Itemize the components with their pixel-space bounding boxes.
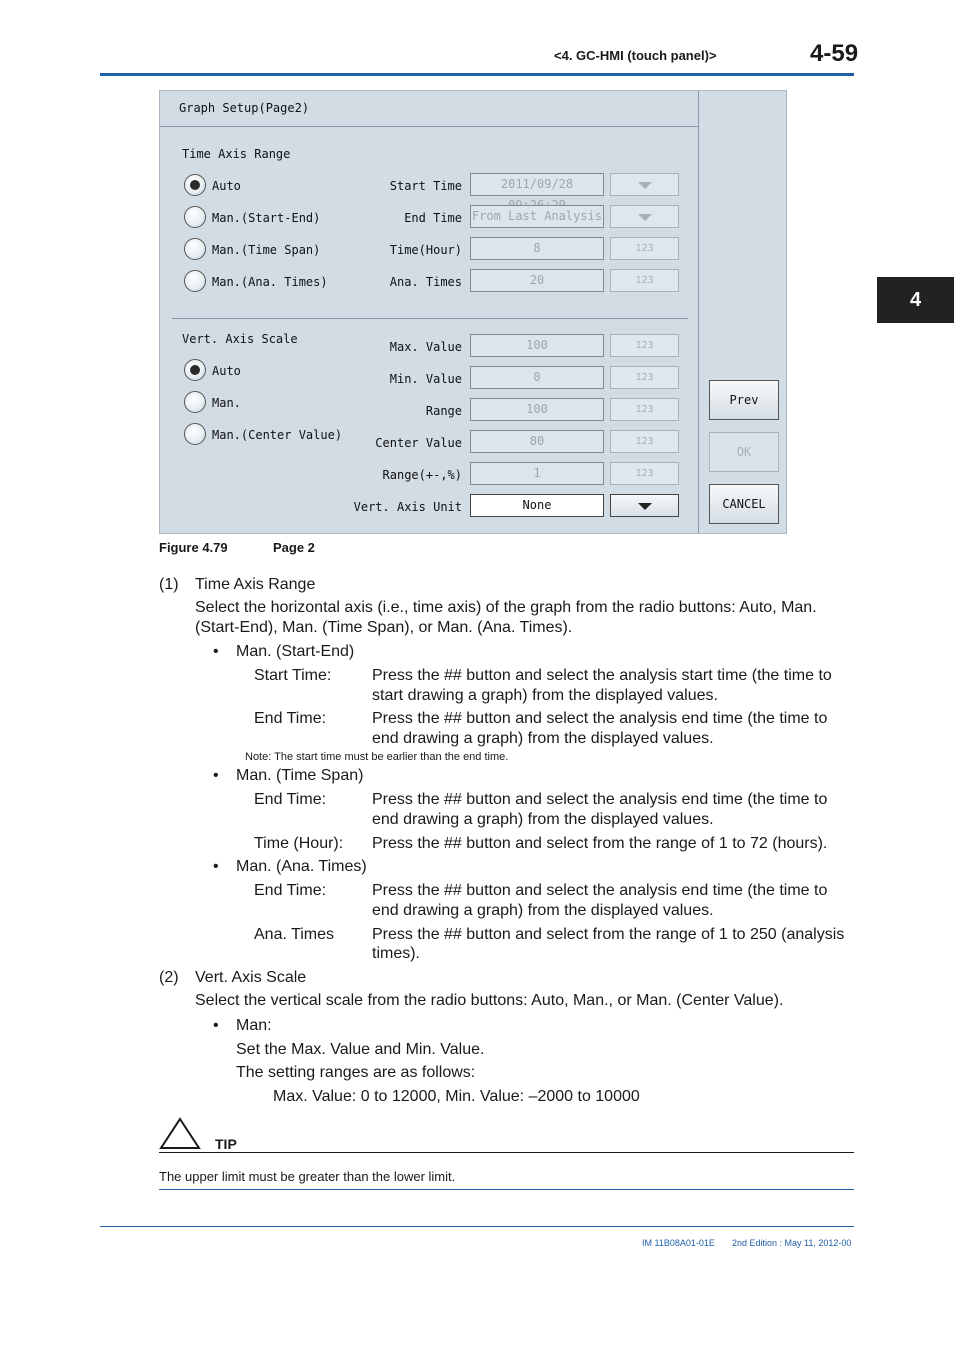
center-value-field[interactable]: 80 — [470, 430, 604, 453]
section2-heading: Vert. Axis Scale — [195, 969, 307, 986]
term-label: End Time: — [254, 710, 327, 727]
range-percent-keypad-button[interactable]: 123 — [610, 462, 679, 485]
man-line3: Max. Value: 0 to 12000, Min. Value: –2000 to 10000 — [273, 1088, 640, 1105]
warning-triangle-icon — [159, 1117, 201, 1151]
radio-vert-auto-label: Auto — [212, 364, 241, 378]
section-header: <4. GC-HMI (touch panel)> — [554, 48, 717, 63]
radio-time-span[interactable] — [184, 238, 206, 260]
page-number: 4-59 — [810, 40, 859, 67]
term-label: Start Time: — [254, 667, 332, 684]
bullet: • — [213, 643, 219, 660]
radio-vert-center-label: Man.(Center Value) — [212, 428, 343, 442]
chevron-down-icon — [638, 503, 652, 510]
ok-button[interactable]: OK — [709, 432, 779, 472]
term-desc: Press the ## button and select the analysis end time (the time to — [372, 882, 828, 899]
footer-doc-id: IM 11B08A01-01E — [642, 1238, 715, 1248]
time-hour-field[interactable]: 8 — [470, 237, 604, 260]
term-desc: Press the ## button and select from the range of 1 to 250 (analysis — [372, 926, 845, 943]
radio-time-auto-label: Auto — [212, 179, 241, 193]
radio-vert-auto[interactable] — [184, 359, 206, 381]
tip-rule-top — [159, 1152, 854, 1153]
footer-rule — [100, 1226, 854, 1227]
min-value-keypad-button[interactable]: 123 — [610, 366, 679, 389]
radio-time-start-end-label: Man.(Start-End) — [212, 211, 321, 225]
term-desc: Press the ## button and select the analysis end time (the time to — [372, 791, 828, 808]
graph-setup-panel — [159, 90, 787, 534]
term-label: End Time: — [254, 791, 327, 808]
radio-time-span-label: Man.(Time Span) — [212, 243, 321, 257]
range-percent-label: Range(+-,%) — [382, 468, 462, 482]
header-rule — [100, 73, 854, 76]
radio-time-ana-times-label: Man.(Ana. Times) — [212, 275, 328, 289]
start-time-label: Start Time — [389, 179, 462, 193]
radio-vert-man-label: Man. — [212, 396, 241, 410]
ana-times-keypad-button[interactable]: 123 — [610, 269, 679, 292]
time-axis-title: Time Axis Range — [182, 147, 291, 161]
term-desc: Press the ## button and select from the range of 1 to 72 (hours). — [372, 835, 828, 852]
section2-number: (2) — [159, 969, 179, 986]
time-hour-label: Time(Hour) — [389, 243, 462, 257]
min-value-field[interactable]: 0 — [470, 366, 604, 389]
term-desc: times). — [372, 945, 420, 962]
end-time-dropdown[interactable] — [610, 205, 679, 228]
radio-vert-man[interactable] — [184, 391, 206, 413]
vert-axis-title: Vert. Axis Scale — [182, 332, 298, 346]
section1-para-line1: Select the horizontal axis (i.e., time axis) of the graph from the radio buttons: Auto, Man. — [195, 599, 817, 616]
start-time-dropdown[interactable] — [610, 173, 679, 196]
center-value-keypad-button[interactable]: 123 — [610, 430, 679, 453]
section2-para: Select the vertical scale from the radio buttons: Auto, Man., or Man. (Center Value). — [195, 992, 784, 1009]
section1-para-line2: (Start-End), Man. (Time Span), or Man. (Ana. Times). — [195, 619, 573, 636]
panel-title: Graph Setup(Page2) — [179, 101, 310, 115]
footer-edition: 2nd Edition : May 11, 2012-00 — [732, 1238, 852, 1248]
range-field[interactable]: 100 — [470, 398, 604, 421]
end-time-label: End Time — [404, 211, 462, 225]
man-line2: The setting ranges are as follows: — [236, 1064, 476, 1081]
section-divider — [172, 318, 688, 319]
bullet-start-end: Man. (Start-End) — [236, 643, 355, 660]
min-value-label: Min. Value — [389, 372, 462, 386]
tip-rule-bottom — [159, 1189, 854, 1190]
tip-label: TIP — [215, 1136, 237, 1152]
section1-heading: Time Axis Range — [195, 576, 316, 593]
section1-number: (1) — [159, 576, 179, 593]
radio-time-start-end[interactable] — [184, 206, 206, 228]
term-desc: end drawing a graph) from the displayed values. — [372, 730, 714, 747]
figure-title: Page 2 — [273, 540, 315, 555]
tip-text: The upper limit must be greater than the lower limit. — [159, 1169, 456, 1184]
center-value-label: Center Value — [375, 436, 462, 450]
chapter-tab: 4 — [877, 277, 954, 323]
figure-number: Figure 4.79 — [159, 540, 228, 555]
range-keypad-button[interactable]: 123 — [610, 398, 679, 421]
ana-times-field[interactable]: 20 — [470, 269, 604, 292]
term-desc: end drawing a graph) from the displayed values. — [372, 902, 714, 919]
prev-button[interactable]: Prev — [709, 380, 779, 420]
chevron-down-icon — [638, 182, 652, 189]
vert-axis-unit-label: Vert. Axis Unit — [353, 500, 462, 514]
max-value-label: Max. Value — [389, 340, 462, 354]
bullet-ana-times: Man. (Ana. Times) — [236, 858, 367, 875]
bullet-time-span: Man. (Time Span) — [236, 767, 364, 784]
range-percent-field[interactable]: 1 — [470, 462, 604, 485]
start-time-field[interactable]: 2011/09/28 — [470, 173, 604, 196]
cancel-button[interactable]: CANCEL — [709, 484, 779, 524]
radio-vert-center[interactable] — [184, 423, 206, 445]
max-value-keypad-button[interactable]: 123 — [610, 334, 679, 357]
time-hour-keypad-button[interactable]: 123 — [610, 237, 679, 260]
radio-time-auto[interactable] — [184, 174, 206, 196]
range-label: Range — [425, 404, 462, 418]
bullet: • — [213, 1017, 219, 1034]
bullet: • — [213, 767, 219, 784]
term-label: End Time: — [254, 882, 327, 899]
max-value-field[interactable]: 100 — [470, 334, 604, 357]
chevron-down-icon — [638, 214, 652, 221]
term-label: Ana. Times — [254, 926, 335, 943]
panel-sidebar-divider — [698, 91, 699, 534]
term-desc: end drawing a graph) from the displayed values. — [372, 811, 714, 828]
bullet-man: Man: — [236, 1017, 272, 1034]
bullet: • — [213, 858, 219, 875]
note-text: Note: The start time must be earlier than the end time. — [245, 751, 509, 763]
term-label: Time (Hour): — [254, 835, 344, 852]
term-desc: Press the ## button and select the analysis start time (the time to — [372, 667, 832, 684]
man-line1: Set the Max. Value and Min. Value. — [236, 1041, 485, 1058]
term-desc: start drawing a graph) from the displayed values. — [372, 687, 718, 704]
vert-axis-unit-field[interactable]: None — [470, 494, 604, 517]
vert-axis-unit-dropdown[interactable] — [610, 494, 679, 517]
ana-times-label: Ana. Times — [389, 275, 462, 289]
radio-time-ana-times[interactable] — [184, 270, 206, 292]
term-desc: Press the ## button and select the analysis end time (the time to — [372, 710, 828, 727]
end-time-field[interactable]: From Last Analysis — [470, 205, 604, 228]
